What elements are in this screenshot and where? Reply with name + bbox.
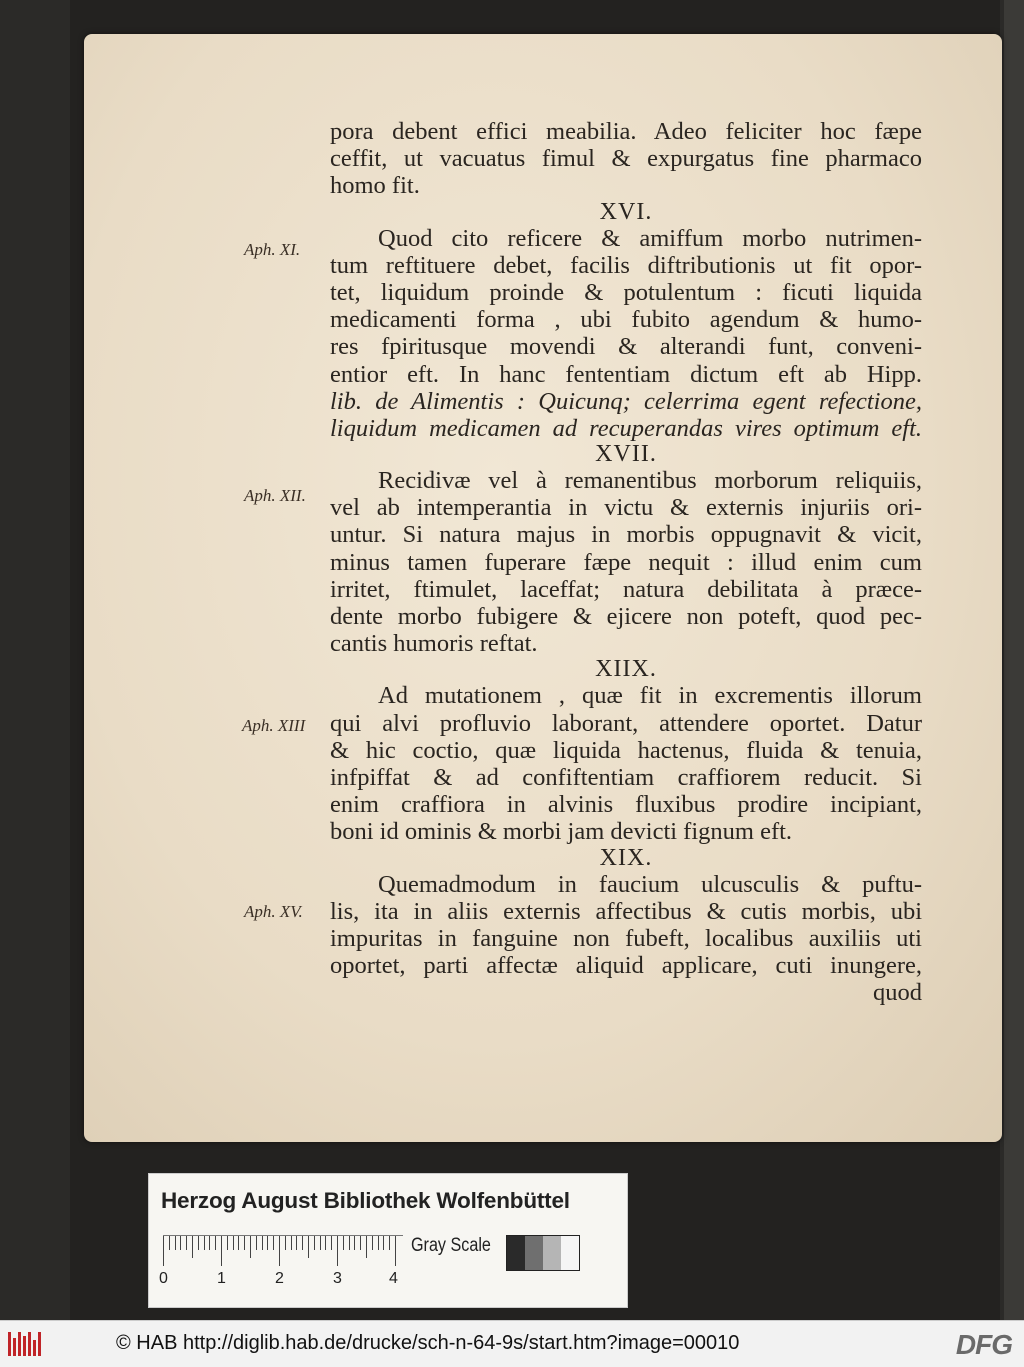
text-line: infpiffat & ad confiftentiam craffiorem reducit. Si xyxy=(330,763,922,791)
hab-logo-icon xyxy=(8,1332,46,1356)
ruler-tick xyxy=(227,1236,228,1250)
ruler-tick xyxy=(244,1236,245,1250)
page-text xyxy=(330,118,922,1006)
gray-swatch xyxy=(561,1236,579,1270)
ruler-tick xyxy=(180,1236,181,1250)
library-name: Herzog August Bibliothek Wolfenbüttel xyxy=(161,1188,570,1213)
ruler-tick xyxy=(267,1236,268,1250)
ruler-tick xyxy=(238,1236,239,1250)
text-line: dente morbo fubigere & ejicere non poteft, quod pec- xyxy=(330,603,922,630)
scale-ruler xyxy=(163,1235,403,1270)
margin-note-aph-xi: Aph. XI. xyxy=(244,240,301,259)
ruler-tick xyxy=(273,1236,274,1250)
text-line: irritet, ftimulet, laceffat; natura debilitata à præce- xyxy=(330,575,922,603)
ruler-number: 3 xyxy=(333,1270,342,1287)
text-line: Quod cito reficere & amiffum morbo nutrimen- xyxy=(378,224,922,252)
text-line: Quemadmodum in faucium ulcusculis & puftu- xyxy=(378,870,922,898)
ruler-tick xyxy=(383,1236,384,1250)
ruler-tick xyxy=(198,1236,199,1250)
ruler-tick xyxy=(291,1236,292,1250)
ruler-tick xyxy=(175,1236,176,1250)
ruler-tick xyxy=(349,1236,350,1250)
ruler-tick xyxy=(163,1236,164,1266)
text-line: vel ab intemperantia in victu & externis injuriis ori- xyxy=(330,494,922,522)
section-numeral: XIIX. xyxy=(595,656,657,683)
ruler-tick xyxy=(233,1236,234,1250)
section-numeral: XVII. xyxy=(595,441,657,468)
ruler-tick xyxy=(372,1236,373,1250)
ruler-tick xyxy=(320,1236,321,1250)
ruler-tick xyxy=(215,1236,216,1250)
ruler-tick xyxy=(366,1236,367,1258)
text-line: Ad mutationem , quæ fit in excrementis illorum xyxy=(378,682,922,710)
dfg-logo: DFG xyxy=(955,1329,1012,1360)
text-line: tet, liquidum proinde & potulentum : ficuti liquida xyxy=(330,278,922,306)
margin-note-aph-xv: Aph. XV. xyxy=(244,902,303,921)
ruler-number: 1 xyxy=(217,1270,226,1287)
ruler-tick xyxy=(209,1236,210,1250)
ruler-number: 4 xyxy=(389,1270,398,1287)
text-line: untur. Si natura majus in morbis oppugnavit & vicit, xyxy=(330,521,922,549)
ruler-tick xyxy=(360,1236,361,1250)
ruler-tick xyxy=(389,1236,390,1250)
ruler-tick xyxy=(354,1236,355,1250)
ruler-tick xyxy=(285,1236,286,1250)
ruler-tick xyxy=(262,1236,263,1250)
ruler-tick xyxy=(169,1236,170,1250)
gray-swatch xyxy=(543,1236,561,1270)
section-numeral: XIX. xyxy=(599,844,653,871)
text-line: ceffit, ut vacuatus fimul & expurgatus fine pharmaco xyxy=(330,145,922,173)
text-line: medicamenti forma , ubi fubito agendum & humo- xyxy=(330,306,922,334)
ruler-tick xyxy=(192,1236,193,1258)
text-line: enim craffiora in alvinis fluxibus prodire incipiant, xyxy=(330,791,922,819)
ruler-tick xyxy=(314,1236,315,1250)
ruler-tick xyxy=(378,1236,379,1250)
ruler-tick xyxy=(221,1236,222,1266)
ruler-tick xyxy=(256,1236,257,1250)
gray-swatch xyxy=(525,1236,543,1270)
scanner-edge xyxy=(1004,0,1024,1320)
ruler-tick xyxy=(325,1236,326,1250)
quotation-line: lib. de Alimentis : Quicunq; celerrima egent refectione, xyxy=(330,387,922,415)
margin-note-aph-xiii: Aph. XIII xyxy=(242,716,306,735)
ruler-tick xyxy=(343,1236,344,1250)
catchword: quod xyxy=(873,979,922,1007)
text-line: oportet, parti affectæ aliquid applicare, cuti inungere, xyxy=(330,952,922,980)
ruler-tick xyxy=(250,1236,251,1258)
gray-scale-label: Gray Scale xyxy=(411,1235,491,1256)
text-line: & hic coctio, quæ liquida hactenus, fluida & tenuia, xyxy=(330,736,922,764)
text-line: lis, ita in aliis externis affectibus & cutis morbis, ubi xyxy=(330,897,922,925)
ruler-tick xyxy=(395,1236,396,1266)
ruler-tick xyxy=(302,1236,303,1250)
gray-swatch xyxy=(507,1236,525,1270)
text-line: tum reftituere debet, facilis diftributionis ut fit opor- xyxy=(330,251,922,279)
text-line: qui alvi profluvio laborant, attendere oportet. Datur xyxy=(330,709,922,737)
ruler-number: 0 xyxy=(159,1270,168,1287)
quotation-line: liquidum medicamen ad recuperandas vires optimum eft. xyxy=(330,414,922,442)
ruler-number: 2 xyxy=(275,1270,284,1287)
text-line: impuritas in fanguine non fubeft, localibus auxiliis uti xyxy=(330,924,922,952)
ruler-tick xyxy=(296,1236,297,1250)
color-calibration-card xyxy=(148,1173,628,1308)
gray-scale-swatches xyxy=(506,1235,580,1271)
text-line: homo fit. xyxy=(330,172,420,200)
text-line: entior eft. In hanc fententiam dictum eft ab Hipp. xyxy=(330,360,922,388)
ruler-tick xyxy=(204,1236,205,1250)
ruler-tick xyxy=(308,1236,309,1258)
margin-note-aph-xii: Aph. XII. xyxy=(244,486,306,505)
text-line: res fpiritusque movendi & alterandi funt, conveni- xyxy=(330,333,922,361)
ruler-tick xyxy=(337,1236,338,1266)
footer-bar xyxy=(0,1320,1024,1367)
text-line: pora debent effici meabilia. Adeo feliciter hoc fæpe xyxy=(330,118,922,145)
text-line: cantis humoris reftat. xyxy=(330,630,538,658)
section-numeral: XVI. xyxy=(599,198,653,225)
ruler-tick xyxy=(186,1236,187,1250)
text-line: minus tamen fuperare fæpe nequit : illud enim cum xyxy=(330,548,922,576)
ruler-tick xyxy=(279,1236,280,1266)
text-line: Recidivæ vel à remanentibus morborum reliquiis, xyxy=(378,467,922,495)
text-line: boni id ominis & morbi jam devicti fignum eft. xyxy=(330,818,793,846)
copyright-link[interactable]: © HAB http://diglib.hab.de/drucke/sch-n-64-9s/start.htm?image=00010 xyxy=(116,1332,740,1354)
ruler-tick xyxy=(331,1236,332,1250)
